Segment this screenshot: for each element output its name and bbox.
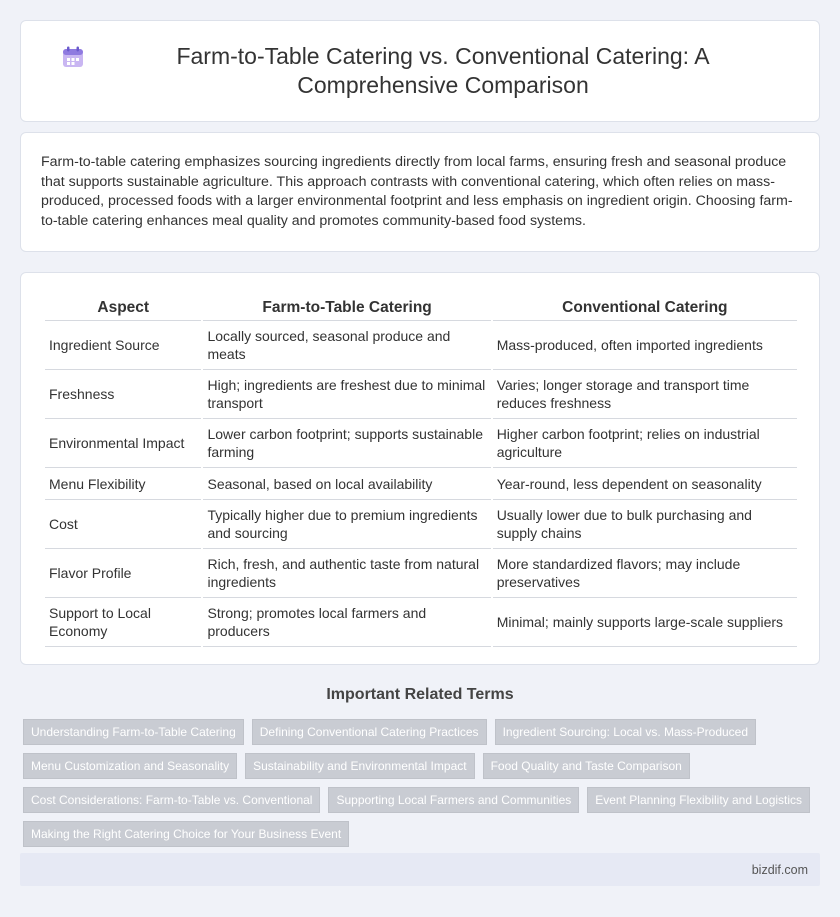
footer-site-link[interactable]: bizdif.com (751, 863, 808, 877)
page-title: Farm-to-Table Catering vs. Conventional Catering: A Comprehensive Comparison (176, 43, 710, 98)
related-terms-title: Important Related Terms (326, 686, 514, 703)
header-card (20, 20, 820, 122)
table-cell-farm-to-table: Seasonal, based on local availability (203, 468, 490, 500)
table-row (45, 549, 797, 598)
related-term-tag[interactable]: Menu Customization and Seasonality (23, 753, 237, 779)
related-term-tag[interactable]: Food Quality and Taste Comparison (483, 753, 690, 779)
table-cell-conventional: Year-round, less dependent on seasonality (493, 468, 797, 500)
footer (20, 853, 820, 886)
table-cell-conventional: Usually lower due to bulk purchasing and supply chains (493, 500, 797, 549)
table-cell-aspect: Freshness (45, 370, 201, 419)
table-cell-aspect: Flavor Profile (45, 549, 201, 598)
related-term-tag[interactable]: Ingredient Sourcing: Local vs. Mass-Produced (495, 719, 756, 745)
intro-paragraph: Farm-to-table catering emphasizes sourcing ingredients directly from local farms, ensuring fresh and seasonal produce that supports sustainable agriculture. This approach contrasts with conventional catering, which often relies on mass-produced, processed foods with a larger environmental footprint and less emphasis on ingredient origin. Choosing farm-to-table catering enhances meal quality and promotes community-based food systems. (41, 154, 793, 229)
table-row (45, 370, 797, 419)
table-cell-aspect: Ingredient Source (45, 321, 201, 370)
calendar-icon (61, 45, 85, 69)
comparison-table-card (20, 272, 820, 665)
table-row (45, 500, 797, 549)
table-cell-conventional: Mass-produced, often imported ingredients (493, 321, 797, 370)
related-terms-tags (23, 719, 823, 855)
table-header-row (45, 295, 797, 321)
intro-card (20, 132, 820, 252)
table-cell-farm-to-table: Locally sourced, seasonal produce and meats (203, 321, 490, 370)
table-row (45, 321, 797, 370)
related-term-tag[interactable]: Cost Considerations: Farm-to-Table vs. Conventional (23, 787, 320, 813)
table-cell-conventional: More standardized flavors; may include preservatives (493, 549, 797, 598)
table-cell-farm-to-table: Strong; promotes local farmers and producers (203, 598, 490, 647)
table-cell-aspect: Environmental Impact (45, 419, 201, 468)
table-row (45, 419, 797, 468)
related-term-tag[interactable]: Understanding Farm-to-Table Catering (23, 719, 244, 745)
table-cell-conventional: Varies; longer storage and transport time reduces freshness (493, 370, 797, 419)
table-cell-farm-to-table: Typically higher due to premium ingredients and sourcing (203, 500, 490, 549)
column-header-aspect: Aspect (45, 295, 201, 321)
related-term-tag[interactable]: Defining Conventional Catering Practices (252, 719, 487, 745)
table-cell-farm-to-table: High; ingredients are freshest due to minimal transport (203, 370, 490, 419)
table-cell-conventional: Minimal; mainly supports large-scale suppliers (493, 598, 797, 647)
table-cell-aspect: Support to Local Economy (45, 598, 201, 647)
related-term-tag[interactable]: Supporting Local Farmers and Communities (328, 787, 579, 813)
table-cell-farm-to-table: Lower carbon footprint; supports sustainable farming (203, 419, 490, 468)
column-header-farm-to-table: Farm-to-Table Catering (203, 295, 490, 321)
table-cell-farm-to-table: Rich, fresh, and authentic taste from natural ingredients (203, 549, 490, 598)
table-cell-conventional: Higher carbon footprint; relies on industrial agriculture (493, 419, 797, 468)
table-cell-aspect: Menu Flexibility (45, 468, 201, 500)
related-term-tag[interactable]: Sustainability and Environmental Impact (245, 753, 474, 779)
table-row (45, 598, 797, 647)
table-cell-aspect: Cost (45, 500, 201, 549)
column-header-conventional: Conventional Catering (493, 295, 797, 321)
comparison-table (43, 295, 799, 647)
table-row (45, 468, 797, 500)
related-term-tag[interactable]: Making the Right Catering Choice for Your Business Event (23, 821, 349, 847)
related-term-tag[interactable]: Event Planning Flexibility and Logistics (587, 787, 810, 813)
